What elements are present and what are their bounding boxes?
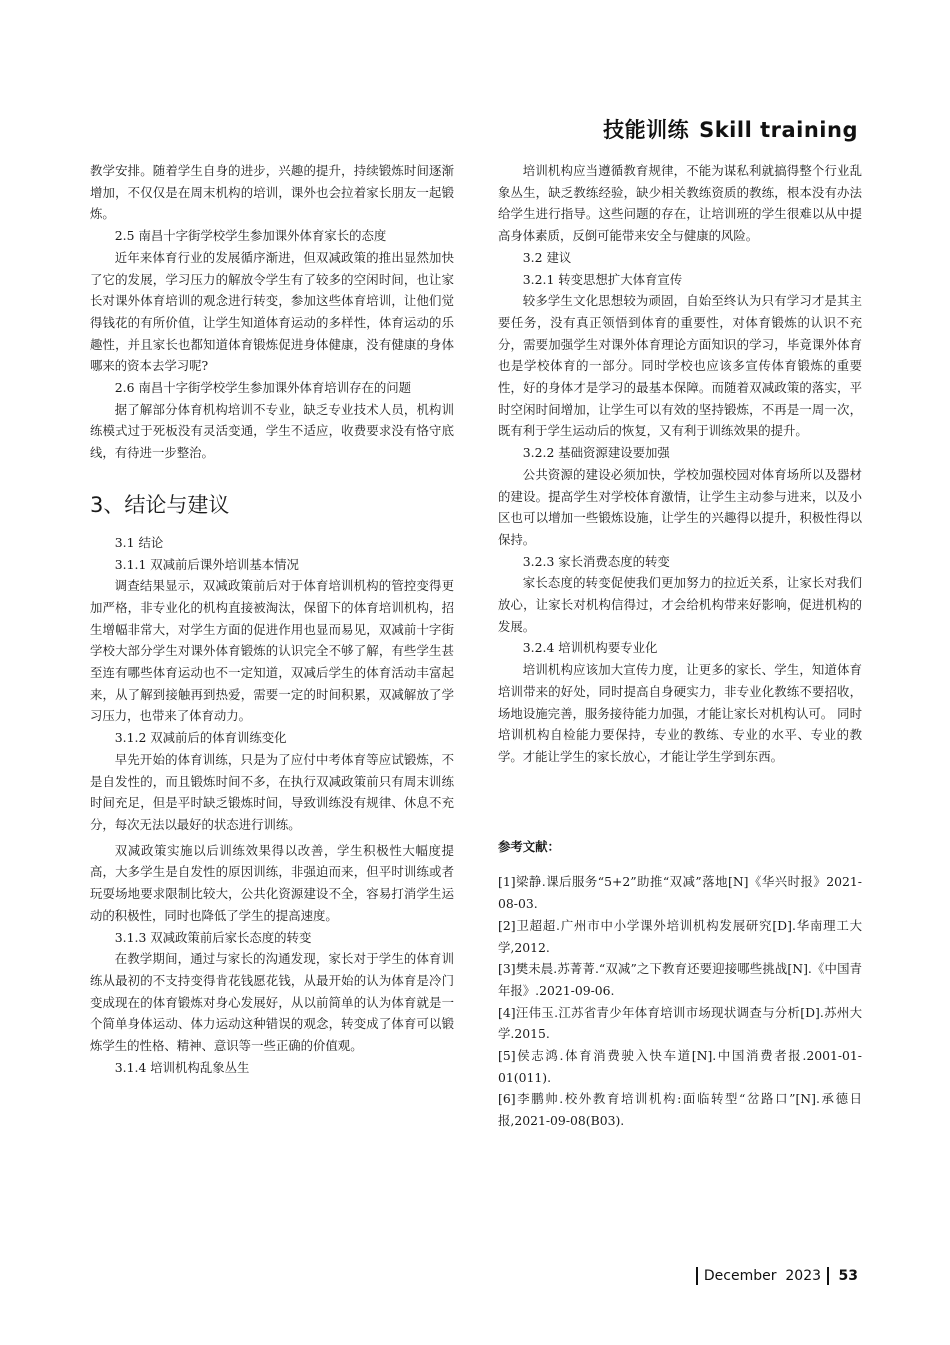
reference-item: [4]汪伟玉.江苏省青少年体育培训市场现状调查与分析[D].苏州大学.2015. [498,1004,862,1042]
subsection-heading: 3.1.4 培训机构乱象丛生 [114,1059,250,1075]
reference-item: [6]李鹏帅.校外教育培训机构:面临转型“岔路口”[N].承德日报,2021-09-08(B03). [498,1091,862,1129]
subsection-heading: 3.2.3 家长消费态度的转变 [522,553,670,569]
subsection-heading: 2.5 南昌十字街学校学生参加课外体育家长的态度 [114,228,387,244]
subsection-heading: 3.2.1 转变思想扩大体育宣传 [522,271,683,287]
subsection-heading: 3.2 建议 [522,249,572,265]
footer-divider [696,1267,698,1285]
reference-item: [1]梁静.课后服务“5+2”助推“双减”落地[N]《华兴时报》2021-08-03. [498,874,862,912]
body-paragraph: 早先开始的体育训练，只是为了应付中考体育等应试锻炼，不是自发性的，而且锻炼时间不多，在执行双减政策前只有周末训练时间充足，但是平时缺乏锻炼时间，导致训练没有规律、休息不充分，每次无法以最好的状态进行训练。 [90,751,454,832]
reference-item: [5]侯志鸿.体育消费驶入快车道[N].中国消费者报.2001-01-01(011). [498,1048,862,1085]
section-header [603,114,858,144]
body-paragraph: 双减政策实施以后训练效果得以改善，学生积极性大幅度提高，大多学生是自发性的原因训练，非强迫而来，但平时训练或者玩耍场地要求限制比较大，公共化资源建设不全，容易打消学生运动的积极性，同时也降低了学生的提高速度。 [90,842,454,923]
section-title-cn: 技能训练 [603,118,690,142]
section-title-en: Skill training [699,118,858,142]
subsection-heading: 3.1.3 双减政策前后家长态度的转变 [114,929,312,945]
body-paragraph: 培训机构应当遵循教育规律，不能为谋私利就搞得整个行业乱象丛生，缺乏教练经验，缺少相关教练资质的教练，根本没有办法给学生进行指导。这些问题的存在，让培训班的学生很难以从中提高身体素质，反倒可能带来安全与健康的风险。 [498,163,862,244]
footer-month: December [703,1268,777,1284]
reference-item: [2]卫超超.广州市中小学课外培训机构发展研究[D].华南理工大学,2012. [498,917,862,955]
page-number: 53 [838,1268,858,1284]
body-paragraph: 调查结果显示，双减政策前后对于体育培训机构的管控变得更加严格，非专业化的机构直接被淘汰，保留下的体育培训机构，招生增幅非常大，对学生方面的促进作用也显而易见，双减前十字街学校大部分学生对课外体育锻炼的认识完全不够了解，有些学生甚至连有哪些体育运动也不一定知道，双减后学生的体育活动丰富起来，从了解到接触再到热爱，需要一定的时间积累，双减解放了学习压力，也带来了体育动力。 [90,578,454,724]
subsection-heading: 3.1.1 双减前后课外培训基本情况 [114,556,299,572]
right-column-body [498,160,862,768]
left-column [90,160,454,1078]
body-paragraph: 教学安排。随着学生自身的进步，兴趣的提升，持续锻炼时间逐渐增加，不仅仅是在周末机构的培训，课外也会拉着家长朋友一起锻炼。 [90,163,454,222]
subsection-heading: 3.2.4 培训机构要专业化 [522,640,658,656]
section-heading: 3、结论与建议 [90,492,230,517]
subsection-heading: 2.6 南昌十字街学校学生参加课外体育培训存在的问题 [114,380,412,396]
footer-year: 2023 [785,1268,822,1284]
reference-item: [3]樊未晨.苏菁菁.“双减”之下教育还要迎接哪些挑战[N].《中国青年报》.2021-09-06. [498,961,862,998]
body-paragraph: 据了解部分体育机构培训不专业，缺乏专业技术人员，机构训练模式过于死板没有灵活变通，学生不适应，收费要求没有恪守底线，有待进一步整治。 [90,401,454,461]
references-list [498,871,862,1131]
body-paragraph: 家长态度的转变促使我们更加努力的拉近关系，让家长对我们放心，让家长对机构信得过，才会给机构带来好影响，促进机构的发展。 [498,575,862,634]
subsection-heading: 3.2.2 基础资源建设要加强 [522,445,670,461]
right-column [498,160,862,1132]
subsection-heading: 3.1 结论 [114,534,164,550]
body-paragraph: 近年来体育行业的发展循序渐进，但双减政策的推出显然加快了它的发展，学习压力的解放令学生有了较多的空闲时间，也让家长对课外体育培训的观念进行转变，参加这些体育培训，让他们觉得钱花的有所价值，让学生知道体育运动的多样性，体育运动的乐趣性，并且家长也都知道体育锻炼促进身体健康，没有健康的身体哪来的资本去学习呢? [90,249,454,374]
body-paragraph: 培训机构应该加大宣传力度，让更多的家长、学生，知道体育培训带来的好处，同时提高自身硬实力，非专业化教练不要招收，场地设施完善，服务接待能力加强，才能让家长对机构认可。 同时培训机构自检能力要保持，专业的教练、专业的水平、专业的教学。才能让学生的家长放心，才能让学生学到东西。 [498,662,862,764]
body-paragraph: 在教学期间，通过与家长的沟通发现，家长对于学生的体育训练从最初的不支持变得肯花钱愿花钱，从最开始的认为体育是冷门变成现在的体育锻炼对身心发展好，从以前简单的认为体育就是一个简单身体运动、体力运动这种错误的观念，转变成了体育可以锻炼学生的性格、精神、意识等一些正确的价值观。 [90,951,454,1054]
footer-divider [827,1267,829,1285]
body-paragraph: 较多学生文化思想较为顽固，自始至终认为只有学习才是其主要任务，没有真正领悟到体育的重要性，对体育锻炼的认识不充分，需要加强学生对课外体育理论方面知识的学习，毕竟课外体育也是学校体育的一部分。同时学校也应该多宣传体育锻炼的重要性，好的身体才是学习的最基本保障。而随着双减政策的落实，平时空闲时间增加，让学生可以有效的坚持锻炼，不再是一周一次，既有利于学生运动后的恢复，又有利于训练效果的提升。 [498,293,862,439]
page-footer [690,1267,858,1285]
subsection-heading: 3.1.2 双减前后的体育训练变化 [114,730,287,746]
references-title: 参考文献： [498,838,560,854]
body-paragraph: 公共资源的建设必须加快，学校加强校园对体育场所以及器材的建设。提高学生对学校体育激情，让学生主动参与进来，以及小区也可以增加一些锻炼设施，让学生的兴趣得以提升，积极性得以保持。 [498,466,862,547]
